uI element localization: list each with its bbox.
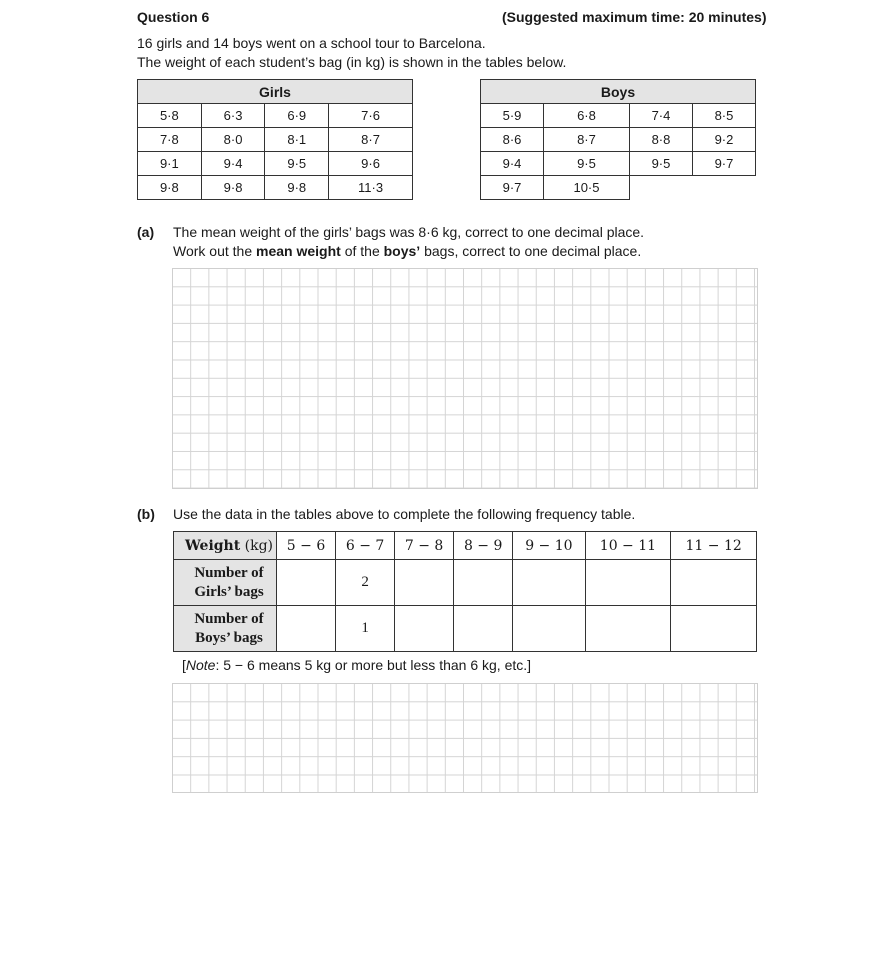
boys-count-cell[interactable] bbox=[277, 606, 336, 652]
table-row bbox=[174, 606, 757, 652]
interval-note bbox=[182, 657, 531, 673]
table-cell: 9·6 bbox=[329, 152, 413, 176]
boys-count-cell: 1 bbox=[336, 606, 395, 652]
girls-count-cell[interactable] bbox=[395, 560, 454, 606]
table-cell: 5·8 bbox=[138, 104, 202, 128]
part-a-line-1: The mean weight of the girls’ bags was 8·6 kg, correct to one decimal place. bbox=[173, 224, 645, 240]
table-cell-empty bbox=[629, 176, 692, 200]
boys-count-cell[interactable] bbox=[513, 606, 585, 652]
girls-weight-table bbox=[137, 79, 413, 200]
table-cell: 9·5 bbox=[543, 152, 629, 176]
table-row bbox=[174, 560, 757, 606]
table-row bbox=[174, 532, 757, 560]
table-cell: 9·7 bbox=[692, 152, 755, 176]
suggested-time: (Suggested maximum time: 20 minutes) bbox=[502, 9, 767, 25]
text: Number of bbox=[194, 610, 264, 627]
girls-count-cell: 2 bbox=[336, 560, 395, 606]
table-cell: 9·8 bbox=[265, 176, 329, 200]
text-bold: mean weight bbox=[256, 243, 341, 259]
table-cell: 6·3 bbox=[201, 104, 265, 128]
text: Work out the bbox=[173, 243, 257, 259]
table-row bbox=[138, 152, 413, 176]
boys-row-label bbox=[174, 606, 277, 652]
text-bold: Weight bbox=[184, 537, 241, 554]
text-italic: Note bbox=[185, 657, 216, 673]
table-cell: 8·8 bbox=[629, 128, 692, 152]
boys-count-cell[interactable] bbox=[454, 606, 513, 652]
table-cell: 8·0 bbox=[201, 128, 265, 152]
table-cell: 7·6 bbox=[329, 104, 413, 128]
question-title: Question 6 bbox=[137, 9, 210, 25]
girls-count-cell[interactable] bbox=[454, 560, 513, 606]
interval-header: 6 − 7 bbox=[336, 532, 395, 560]
boys-count-cell[interactable] bbox=[395, 606, 454, 652]
table-row bbox=[481, 104, 756, 128]
table-cell: 9·4 bbox=[481, 152, 544, 176]
girls-table-header: Girls bbox=[138, 80, 413, 104]
table-cell: 7·8 bbox=[138, 128, 202, 152]
girls-count-cell[interactable] bbox=[585, 560, 671, 606]
intro-line-2: The weight of each student’s bag (in kg) is shown in the tables below. bbox=[137, 54, 567, 70]
table-cell: 8·7 bbox=[329, 128, 413, 152]
girls-count-cell[interactable] bbox=[513, 560, 585, 606]
text: Girls’ bags bbox=[194, 583, 264, 600]
text: bags, correct to one decimal place. bbox=[420, 243, 642, 259]
table-cell: 10·5 bbox=[543, 176, 629, 200]
interval-header: 10 − 11 bbox=[585, 532, 671, 560]
girls-row-label bbox=[174, 560, 277, 606]
text-bold: boys’ bbox=[383, 243, 421, 259]
table-row bbox=[481, 152, 756, 176]
girls-count-cell[interactable] bbox=[671, 560, 757, 606]
part-b-label: (b) bbox=[137, 506, 155, 522]
interval-header: 7 − 8 bbox=[395, 532, 454, 560]
interval-header: 8 − 9 bbox=[454, 532, 513, 560]
table-cell: 11·3 bbox=[329, 176, 413, 200]
interval-header: 5 − 6 bbox=[277, 532, 336, 560]
table-cell: 9·8 bbox=[201, 176, 265, 200]
table-cell: 8·5 bbox=[692, 104, 755, 128]
text: Number of bbox=[194, 564, 264, 581]
text: [ bbox=[182, 657, 186, 673]
part-a-line-2 bbox=[173, 243, 641, 259]
table-cell: 6·8 bbox=[543, 104, 629, 128]
boys-weight-table bbox=[480, 79, 756, 200]
interval-header: 9 − 10 bbox=[513, 532, 585, 560]
table-cell: 9·5 bbox=[265, 152, 329, 176]
table-cell: 8·6 bbox=[481, 128, 544, 152]
text: (kg) bbox=[240, 537, 274, 554]
answer-grid-b[interactable] bbox=[172, 683, 758, 793]
text: : 5 − 6 means 5 kg or more but less than 6 kg, etc.] bbox=[215, 657, 532, 673]
table-row bbox=[481, 128, 756, 152]
table-cell: 9·7 bbox=[481, 176, 544, 200]
text: of the bbox=[340, 243, 384, 259]
part-a-label: (a) bbox=[137, 224, 155, 240]
interval-header: 11 − 12 bbox=[671, 532, 757, 560]
boys-count-cell[interactable] bbox=[671, 606, 757, 652]
part-b-instruction: Use the data in the tables above to complete the following frequency table. bbox=[173, 506, 636, 522]
table-cell: 5·9 bbox=[481, 104, 544, 128]
table-cell: 6·9 bbox=[265, 104, 329, 128]
table-cell: 9·1 bbox=[138, 152, 202, 176]
weight-header bbox=[174, 532, 277, 560]
table-row bbox=[481, 176, 756, 200]
girls-count-cell[interactable] bbox=[277, 560, 336, 606]
table-cell: 8·7 bbox=[543, 128, 629, 152]
table-cell: 9·5 bbox=[629, 152, 692, 176]
frequency-table bbox=[173, 531, 757, 652]
table-cell: 9·4 bbox=[201, 152, 265, 176]
text: Boys’ bags bbox=[195, 629, 263, 646]
table-row bbox=[138, 104, 413, 128]
answer-grid-a[interactable] bbox=[172, 268, 758, 489]
table-cell: 9·2 bbox=[692, 128, 755, 152]
boys-count-cell[interactable] bbox=[585, 606, 671, 652]
table-row bbox=[138, 128, 413, 152]
table-row bbox=[138, 176, 413, 200]
table-cell: 8·1 bbox=[265, 128, 329, 152]
table-cell-empty bbox=[692, 176, 755, 200]
table-cell: 7·4 bbox=[629, 104, 692, 128]
intro-line-1: 16 girls and 14 boys went on a school tour to Barcelona. bbox=[137, 35, 486, 51]
table-cell: 9·8 bbox=[138, 176, 202, 200]
boys-table-header: Boys bbox=[481, 80, 756, 104]
